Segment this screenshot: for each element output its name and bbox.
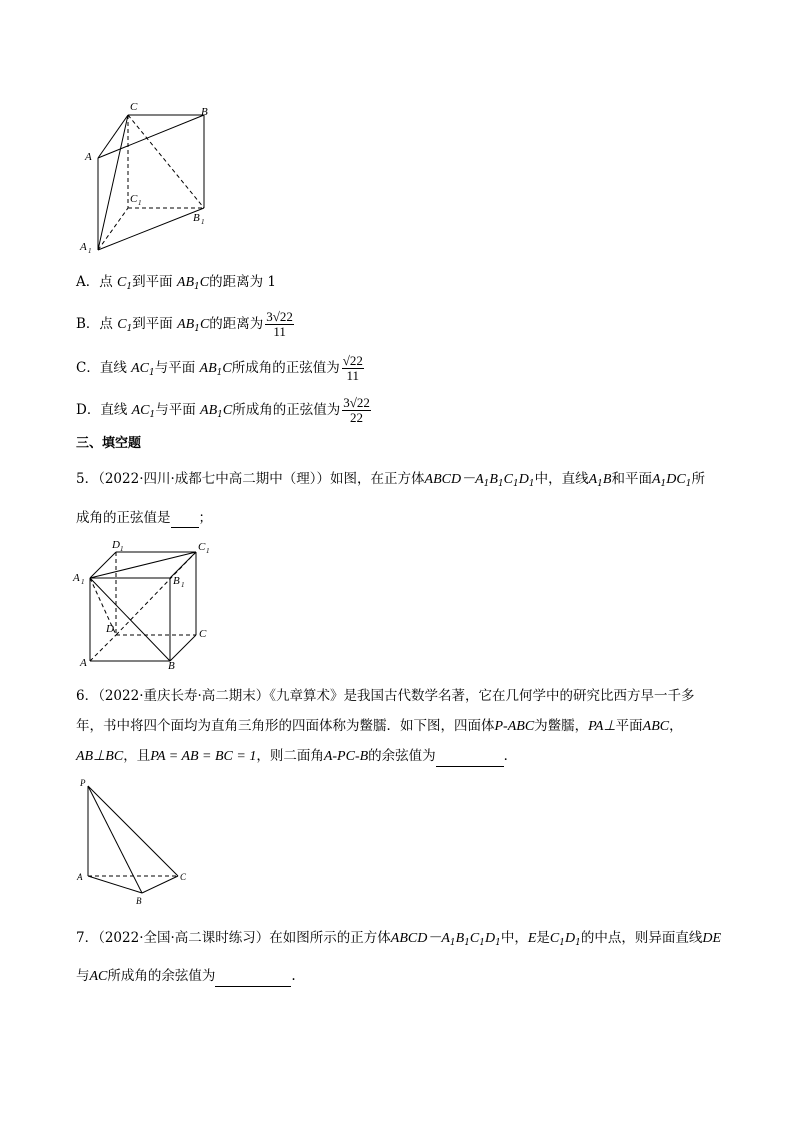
label-D1: D [112,539,120,551]
label-B1: B [173,575,180,587]
answer-blank[interactable] [171,513,199,528]
q7-line2: 与AC所成角的余弦值为 . [76,966,296,987]
answer-blank[interactable] [215,972,291,987]
label-C1-sub: 1 [138,199,142,207]
label-B: B [168,660,175,671]
tetrahedron-figure [74,776,199,911]
label-B1-sub: 1 [181,581,185,589]
label-D: D [106,623,114,635]
label-A1-sub: 1 [88,247,92,255]
option-d: D．直线 $AC_1$与平面 $AB_1C$所成角的正弦值为 $\frac{3√22}{22}$ [76,395,370,425]
label-C: C [130,101,138,113]
q6-line2: 年，书中将四个面均为直角三角形的四面体称为鳖臑．如下图，四面体P-ABC为鳖臑，PA⊥平面ABC， [76,718,683,734]
fraction: $\frac{3√22}{22}$ [343,395,370,425]
q7-line1: 7．（2022·全国·高二课时练习）在如图所示的正方体$ABCD-A_1B_1C_1D_1$中，E是$C_1D_1$的中点，则异面直线DE [76,930,722,948]
label-A: A [85,151,92,163]
fraction: $\frac{3√22}{11}$ [266,309,293,339]
label-C1-sub: 1 [206,547,210,555]
q6-line3: AB⊥BC，且PA = AB = BC = 1，则二面角A-PC-B的余弦值为 ． [76,746,517,767]
label-C: C [180,872,187,882]
label-B1: B [193,212,200,224]
label-A: A [77,872,83,882]
label-C1: C [130,193,138,205]
section-heading: 三、填空题 [76,436,142,451]
fraction: $\frac{√22}{11}$ [342,353,363,383]
answer-blank[interactable] [436,752,504,767]
label-A: A [80,657,87,669]
option-b: B．点 $C_1$到平面 $AB_1C$的距离为 $\frac{3√22}{11}$ [76,309,293,339]
label-C: C [199,628,207,640]
prism-figure [76,100,226,260]
label-A1: A [80,241,87,253]
q5-line1: 5．（2022·四川·成都七中高二期中（理））如图，在正方体$ABCD-A_1B_1C_1D_1$中，直线$A_1B$和平面$A_1DC_1$所 [76,471,705,489]
label-A1-sub: 1 [81,578,85,586]
q5-line2: 成角的正弦值是 ； [76,510,212,526]
label-B: B [201,106,208,118]
label-P: P [80,778,86,788]
label-B1-sub: 1 [201,218,205,226]
q6-line1: 6．（2022·重庆长寿·高二期末）《九章算术》是我国古代数学名著，它在几何学中的研究比西方早一千多 [76,688,695,704]
label-D1-sub: 1 [120,545,124,553]
label-C1: C [198,541,206,553]
label-A1: A [73,572,80,584]
option-a: A．点 $C_1$到平面 $AB_1C$的距离为 1 [76,274,276,292]
label-B: B [136,896,142,906]
cube-figure-q5 [70,536,220,671]
option-c: C．直线 $AC_1$与平面 $AB_1C$所成角的正弦值为 $\frac{√22}{11}$ [76,353,363,383]
